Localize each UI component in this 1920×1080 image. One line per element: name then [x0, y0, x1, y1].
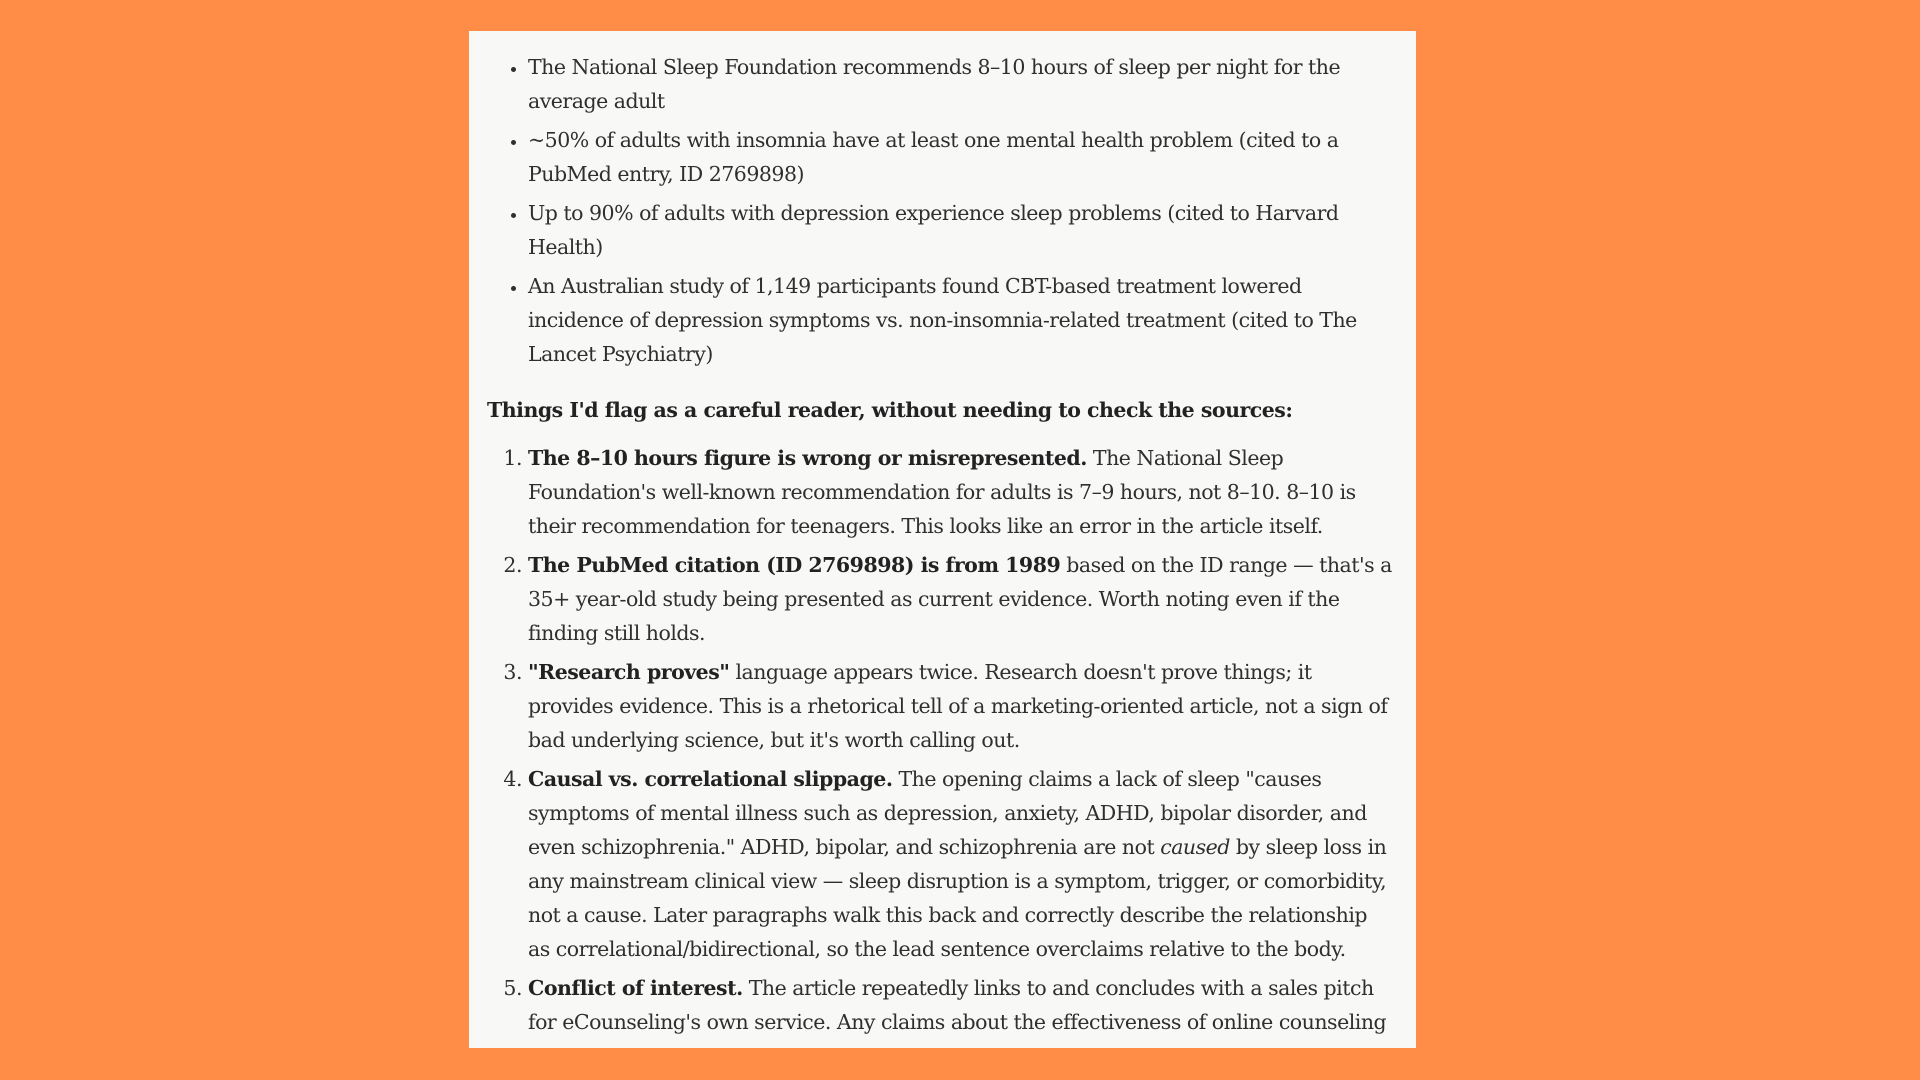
flags-list	[487, 441, 1392, 1039]
list-item: • Up to 90% of adults with depression experience sleep problems (cited to Harvard Health)	[528, 196, 1392, 264]
flag-text: language appears twice. Research doesn't prove things; it provides evidence. This is a rhetorical tell of a marketing-oriented article, not a sign of bad underlying science, but it's worth calling out.	[528, 660, 1388, 752]
list-item	[528, 762, 1392, 966]
list-item	[528, 971, 1392, 1039]
list-item	[528, 441, 1392, 543]
flag-title: "Research proves"	[528, 660, 730, 684]
flag-text: The article repeatedly links to and concludes with a sales pitch for eCounseling's own service. Any claims about the effectiveness of online counseling	[528, 976, 1387, 1034]
claims-list	[487, 50, 1392, 371]
flag-text: The National Sleep Foundation's well-known recommendation for adults is 7–9 hours, not 8–10. 8–10 is their recommendation for teenagers. This looks like an error in the article itself.	[528, 446, 1356, 538]
section-heading: Things I'd flag as a careful reader, without needing to check the sources:	[487, 398, 1293, 422]
flag-text: The opening claims a lack of sleep "causes symptoms of mental illness such as depression, anxiety, ADHD, bipolar disorder, and even schizophrenia." ADHD, bipolar, and schizophrenia are not	[528, 767, 1367, 859]
list-item: • ~50% of adults with insomnia have at least one mental health problem (cited to a PubMed entry, ID 2769898)	[528, 123, 1392, 191]
response-panel	[469, 31, 1416, 1048]
list-item	[528, 548, 1392, 650]
flag-title: Causal vs. correlational slippage.	[528, 767, 893, 791]
list-item: • The National Sleep Foundation recommends 8–10 hours of sleep per night for the average adult	[528, 50, 1392, 118]
emphasis-text: caused	[1160, 835, 1230, 859]
flag-title: The 8–10 hours figure is wrong or misrepresented.	[528, 446, 1087, 470]
list-item: • An Australian study of 1,149 participants found CBT-based treatment lowered incidence of depression symptoms vs. non-insomnia-related treatment (cited to The Lancet Psychiatry)	[528, 269, 1392, 371]
flag-title: The PubMed citation (ID 2769898) is from 1989	[528, 553, 1061, 577]
flag-title: Conflict of interest.	[528, 976, 743, 1000]
flag-text: based on the ID range — that's a 35+ year-old study being presented as current evidence. Worth noting even if the finding still holds.	[528, 553, 1392, 645]
list-item	[528, 655, 1392, 757]
flag-text: by sleep loss in any mainstream clinical view — sleep disruption is a symptom, trigger, or comorbidity, not a cause. Later paragraphs walk this back and correctly describe the relationship as correlational/bidirectional, so the lead sentence overclaims relative to the body.	[528, 835, 1387, 961]
